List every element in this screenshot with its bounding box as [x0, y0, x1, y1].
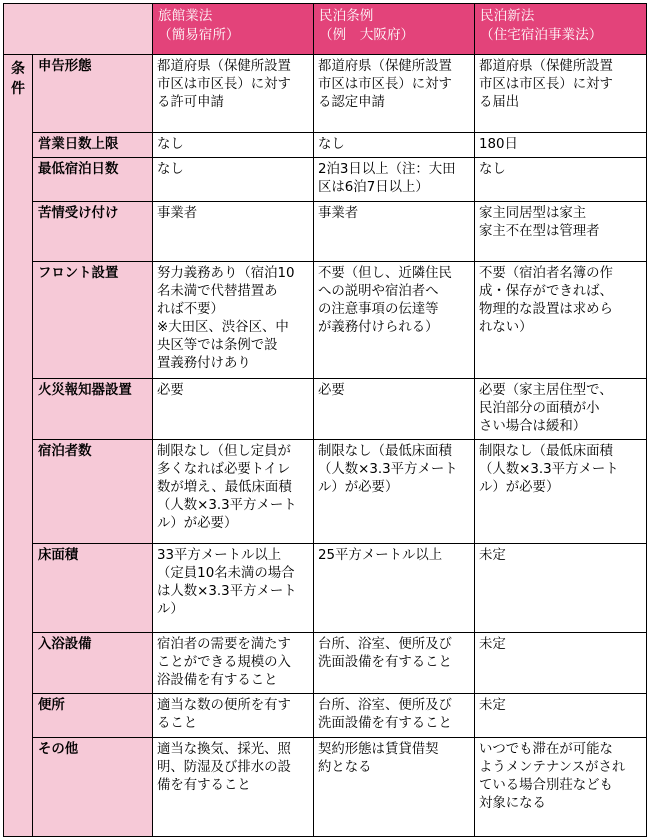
cell-text-line: の注意事項の伝達等	[318, 302, 439, 318]
cell-col3	[475, 694, 647, 738]
cell-col2	[314, 378, 475, 440]
cell-text-line: 洗面設備を有すること	[318, 716, 452, 732]
header-corner	[4, 4, 153, 55]
cell-text-line: れば不要）	[157, 302, 224, 318]
cell-col2	[314, 694, 475, 738]
cell-text-line: 数が増え、最低床面積	[157, 480, 292, 496]
cell-col1	[153, 158, 314, 202]
cell-text-line: 適当な数の便所を有す	[157, 698, 291, 714]
cell-col1	[153, 55, 314, 133]
cell-text-line: 名未満で代替措置あ	[157, 284, 278, 300]
cell-text-line: なし	[479, 162, 506, 178]
cell-col3	[475, 632, 647, 694]
cell-col1	[153, 262, 314, 378]
cell-text-line: 対象になる	[479, 795, 546, 811]
cell-text-line: 適当な換気、採光、照	[157, 741, 291, 757]
side-label-conditions	[4, 55, 33, 837]
cell-text-line: 必要（家主居住型で、	[479, 382, 613, 398]
cell-text-line: 洗面設備を有すること	[318, 654, 452, 670]
cell-text-line: 浴設備を有すること	[157, 672, 278, 688]
cell-text-line: 未定	[479, 547, 506, 563]
cell-text-line: 33平方メートル以上	[157, 547, 282, 563]
comparison-table	[3, 3, 647, 837]
cell-text-line: は人数×3.3平方メート	[157, 583, 297, 599]
cell-text-line: なし	[157, 162, 184, 178]
cell-text-line: 都道府県（保健所設置	[479, 59, 613, 74]
header-col-minpaku-jorei	[314, 4, 475, 55]
table-row	[4, 132, 647, 157]
cell-text-line: 置義務付けあり	[157, 356, 251, 372]
table-row	[4, 158, 647, 202]
cell-text-line: 多くなれば必要トイレ	[157, 462, 291, 478]
cell-col3	[475, 737, 647, 836]
cell-col1	[153, 632, 314, 694]
cell-text-line: 都道府県（保健所設置	[318, 59, 452, 74]
cell-text-line: 2泊3日以上（注：大田	[318, 162, 456, 178]
table-row	[4, 262, 647, 378]
cell-col1	[153, 543, 314, 632]
cell-text-line: 制限なし（最低床面積	[318, 444, 452, 460]
cell-text-line: る認定申請	[318, 95, 385, 110]
cell-text-line: 明、防湿及び排水の設	[157, 759, 291, 775]
cell-text-line: れない）	[479, 320, 533, 336]
row-label: 便所	[33, 694, 153, 738]
row-label: 苦情受け付け	[33, 201, 153, 262]
cell-text-line: ている場合別荘なども	[479, 777, 613, 793]
cell-text-line: さい場合は緩和）	[479, 418, 587, 434]
cell-col3	[475, 378, 647, 440]
cell-text-line: 25平方メートル以上	[318, 547, 443, 563]
cell-text-line: 台所、浴室、便所及び	[318, 636, 452, 652]
cell-text-line: 備を有すること	[157, 777, 251, 793]
table-row	[4, 632, 647, 694]
row-label: 火災報知器設置	[33, 378, 153, 440]
cell-text-line: る許可申請	[157, 95, 224, 110]
cell-text-line: 市区は市区長）に対す	[318, 77, 452, 92]
cell-col2	[314, 55, 475, 133]
cell-text-line: 制限なし（最低床面積	[479, 444, 613, 460]
row-label: その他	[33, 737, 153, 836]
cell-text-line: ようメンテナンスがされ	[479, 759, 626, 775]
cell-text-line: ※大田区、渋谷区、中	[157, 320, 289, 336]
cell-col3	[475, 543, 647, 632]
cell-text-line: ル）が必要）	[318, 480, 399, 496]
cell-text-line: 必要	[157, 382, 184, 398]
cell-text-line: ことができる規模の入	[157, 654, 291, 670]
cell-col1	[153, 201, 314, 262]
cell-text-line: 家主不在型は管理者	[479, 223, 600, 239]
header-text: （簡易宿所）	[158, 27, 240, 43]
cell-text-line: 区は6泊7日以上）	[318, 180, 429, 196]
cell-text-line: ル）	[157, 601, 184, 617]
cell-text-line: る届出	[479, 95, 520, 110]
cell-col1	[153, 378, 314, 440]
row-label: 床面積	[33, 543, 153, 632]
cell-text-line: 契約形態は賃貸借契	[318, 741, 439, 757]
cell-col1	[153, 440, 314, 543]
cell-text-line: が義務付けられる）	[318, 320, 439, 336]
cell-col2	[314, 158, 475, 202]
cell-col3	[475, 55, 647, 133]
row-label: 最低宿泊日数	[33, 158, 153, 202]
cell-text-line: 努力義務あり（宿泊10	[157, 266, 295, 282]
cell-col2	[314, 201, 475, 262]
table-row	[4, 201, 647, 262]
cell-text-line: 約となる	[318, 759, 372, 775]
cell-text-line: 不要（宿泊者名簿の作	[479, 266, 613, 282]
cell-col2	[314, 440, 475, 543]
cell-text-line: 台所、浴室、便所及び	[318, 698, 452, 714]
cell-text-line: 市区は市区長）に対す	[157, 77, 291, 92]
header-text: （住宅宿泊事業法）	[480, 27, 603, 43]
cell-text-line: 市区は市区長）に対す	[479, 77, 613, 92]
row-label: 申告形態	[33, 55, 153, 133]
cell-text-line: （人数×3.3平方メート	[318, 462, 458, 478]
table-row	[4, 440, 647, 543]
cell-text-line: （人数×3.3平方メート	[479, 462, 619, 478]
cell-text-line: 民泊部分の面積が小	[479, 400, 600, 416]
cell-col3	[475, 262, 647, 378]
table-row	[4, 543, 647, 632]
cell-col2	[314, 632, 475, 694]
header-text: 民泊新法	[480, 8, 535, 24]
cell-text-line: 都道府県（保健所設置	[157, 59, 291, 74]
header-col-minpaku-shinpo	[475, 4, 647, 55]
cell-text-line: ル）が必要）	[157, 516, 238, 532]
table-body	[4, 55, 647, 837]
cell-text-line: 物理的な設置は求めら	[479, 302, 613, 318]
cell-text-line: いつでも滞在が可能な	[479, 741, 613, 757]
cell-text-line: 事業者	[318, 205, 359, 221]
cell-col2	[314, 132, 475, 157]
cell-text-line: （人数×3.3平方メート	[157, 498, 297, 514]
cell-text-line: 事業者	[157, 205, 198, 221]
table-row	[4, 737, 647, 836]
cell-text-line: 家主同居型は家主	[479, 205, 587, 221]
header-text: 民泊条例	[319, 8, 374, 24]
cell-text-line: 未定	[479, 636, 506, 652]
cell-col3	[475, 132, 647, 157]
cell-col3	[475, 158, 647, 202]
cell-text-line: 180日	[479, 136, 518, 152]
cell-col1	[153, 694, 314, 738]
table-row	[4, 378, 647, 440]
row-label: 宿泊者数	[33, 440, 153, 543]
cell-col1	[153, 132, 314, 157]
cell-text-line: 不要（但し、近隣住民	[318, 266, 452, 282]
row-label: フロント設置	[33, 262, 153, 378]
cell-col3	[475, 201, 647, 262]
cell-text-line: 成・保存ができれば、	[479, 284, 613, 300]
cell-text-line: 制限なし（但し定員が	[157, 444, 291, 460]
cell-text-line: なし	[318, 136, 345, 152]
cell-text-line: ること	[157, 716, 198, 732]
cell-text-line: ル）が必要）	[479, 480, 560, 496]
cell-col2	[314, 262, 475, 378]
header-text: （例 大阪府）	[319, 27, 415, 43]
cell-text-line: 未定	[479, 698, 506, 714]
side-label-char: 件	[11, 81, 25, 97]
cell-text-line: 央区等では条例で設	[157, 338, 278, 354]
table-row	[4, 694, 647, 738]
side-label-char: 条	[11, 61, 25, 77]
row-label: 入浴設備	[33, 632, 153, 694]
header-col-ryokan	[153, 4, 314, 55]
cell-col2	[314, 737, 475, 836]
table-row	[4, 55, 647, 133]
cell-text-line: 必要	[318, 382, 345, 398]
cell-text-line: 宿泊者の需要を満たす	[157, 636, 291, 652]
cell-col1	[153, 737, 314, 836]
row-label: 営業日数上限	[33, 132, 153, 157]
cell-col3	[475, 440, 647, 543]
cell-text-line: なし	[157, 136, 184, 152]
cell-text-line: への説明や宿泊者へ	[318, 284, 439, 300]
cell-col2	[314, 543, 475, 632]
cell-text-line: （定員10名未満の場合	[157, 565, 295, 581]
header-text: 旅館業法	[158, 8, 213, 24]
